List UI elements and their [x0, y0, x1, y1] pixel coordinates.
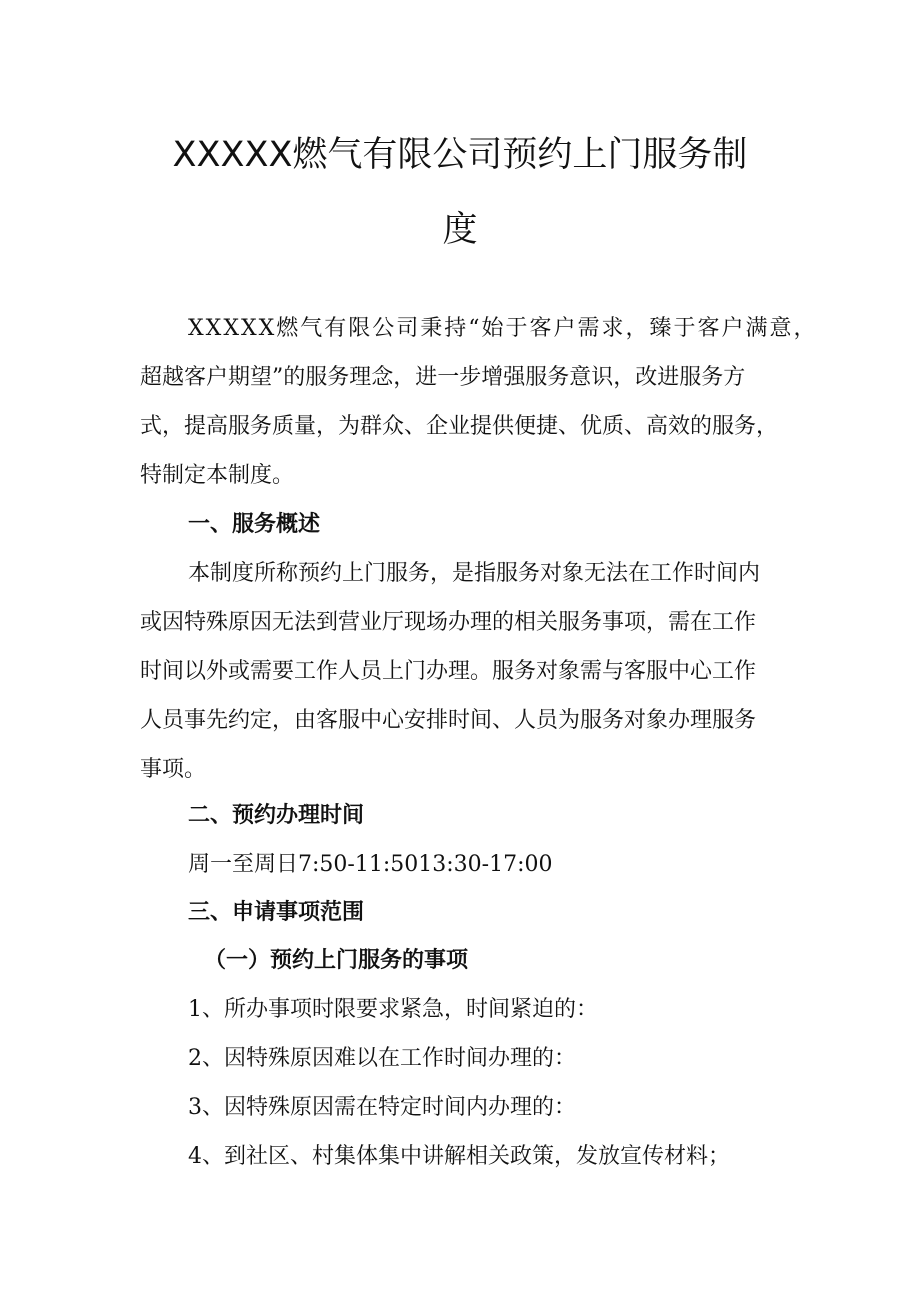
section-3-heading: 三、申请事项范围: [188, 900, 365, 925]
section-1-heading: 一、服务概述: [188, 512, 321, 537]
section-1-line-1: 本制度所称预约上门服务，是指服务对象无法在工作时间内: [188, 561, 761, 586]
section-1-line-4: 人员事先约定，由客服中心安排时间、人员为服务对象办理服务: [140, 708, 757, 733]
intro-line-3: 式，提高服务质量，为群众、企业提供便捷、优质、高效的服务，: [140, 414, 779, 439]
list-item-1: 1、所办事项时限要求紧急，时间紧迫的：: [188, 997, 598, 1022]
list-item-4: 4、到社区、村集体集中讲解相关政策，发放宣传材料；: [188, 1144, 730, 1169]
section-1-line-5: 事项。: [140, 757, 207, 782]
section-3-subheading: （一）预约上门服务的事项: [204, 948, 469, 973]
intro-line-4: 特制定本制度。: [140, 463, 295, 488]
list-item-2: 2、因特殊原因难以在工作时间办理的：: [188, 1046, 576, 1071]
document-title-line-1: XXXXX燃气有限公司预约上门服务制: [172, 135, 748, 175]
intro-line-2: 超越客户期望”的服务理念，进一步增强服务意识，改进服务方: [140, 365, 746, 390]
intro-line-1: XXXXX燃气有限公司秉持“始于客户需求，臻于客户满意，: [188, 316, 818, 341]
section-1-line-2: 或因特殊原因无法到营业厅现场办理的相关服务事项，需在工作: [140, 610, 757, 635]
section-2-heading: 二、预约办理时间: [188, 803, 365, 828]
document-title-line-2: 度: [442, 210, 478, 250]
list-item-3: 3、因特殊原因需在特定时间内办理的：: [188, 1095, 576, 1120]
section-2-text: 周一至周日7:50-11:5013:30-17:00: [188, 852, 553, 877]
section-1-line-3: 时间以外或需要工作人员上门办理。服务对象需与客服中心工作: [140, 659, 757, 684]
